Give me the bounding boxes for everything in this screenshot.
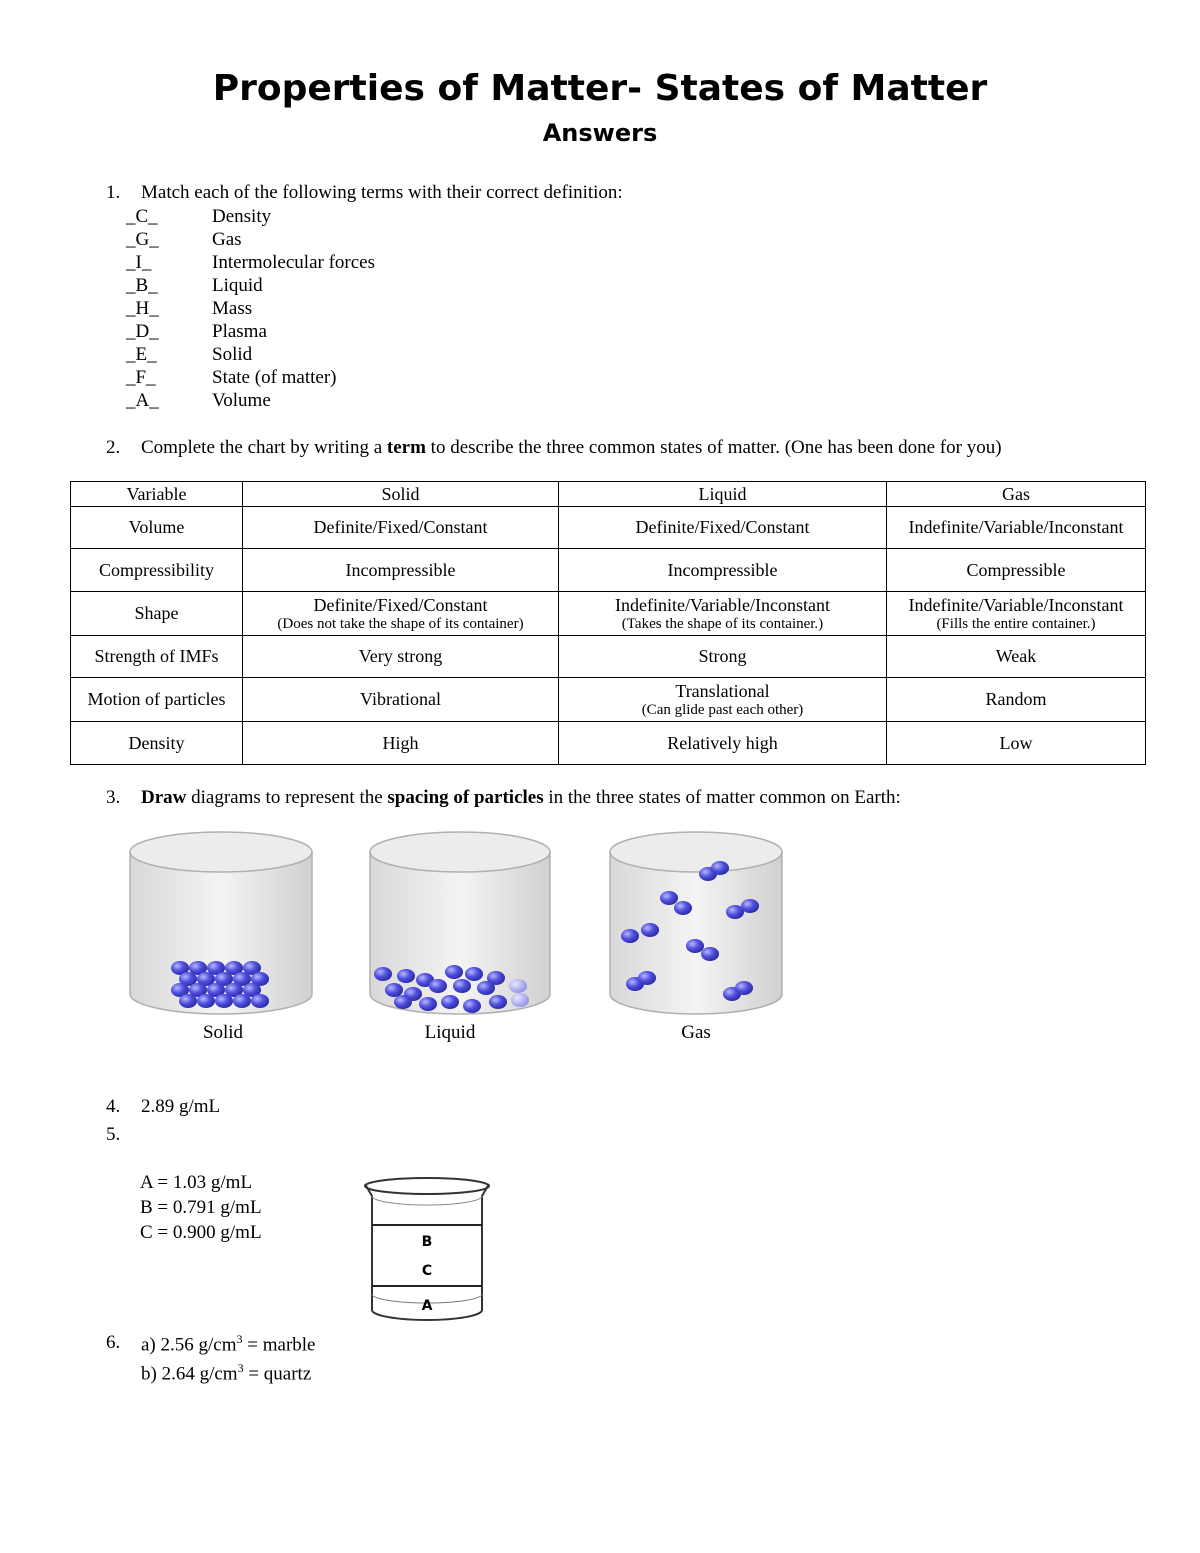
particle [641,923,659,937]
cell-solid-value: High [382,732,419,753]
cell-liquid-value: Incompressible [667,559,778,580]
q4-answer: 2.89 g/mL [141,1096,221,1117]
header-gas: Gas [887,482,1146,507]
q6-answer-b: b) 2.64 $g/cm^3$ = quartz [141,1361,312,1385]
match-term: Plasma [212,321,267,342]
cell-solid [243,507,559,549]
cell-gas [887,722,1146,765]
particle [397,969,415,983]
match-letter: _F_ [126,367,156,388]
header-variable: Variable [71,482,243,507]
cell-liquid-value: Relatively high [667,732,778,753]
caption-gas: Gas [681,1022,711,1043]
match-letter: _D_ [126,321,159,342]
particle [489,995,507,1009]
caption-liquid: Liquid [424,1022,476,1043]
cell-gas [887,636,1146,678]
match-letter: _H_ [126,298,159,319]
particle [660,891,678,905]
q6-answer-a: a) 2.56 $g/cm^3$ = marble [141,1332,316,1356]
match-term: Mass [212,298,253,319]
table-row [71,549,1146,592]
cell-variable: Strength of IMFs [71,636,243,678]
q6-number: 6. [106,1332,121,1353]
match-letter: _C_ [126,206,158,227]
particle [638,971,656,985]
density-b: B = 0.791 g/mL [140,1197,262,1218]
page-subtitle: Answers [542,119,658,147]
q4-number: 4. [106,1096,121,1117]
cell-solid [243,592,559,636]
cell-gas-value: Weak [995,646,1037,666]
cell-variable: Shape [71,592,243,636]
cell-liquid [559,678,887,722]
table-header-row [71,482,1146,507]
match-term: State (of matter) [212,367,337,388]
header-solid: Solid [243,482,559,507]
particle [621,929,639,943]
cell-variable: Motion of particles [71,678,243,722]
cell-liquid-value: Indefinite/Variable/Inconstant [615,594,830,615]
match-letter: _I_ [126,252,152,273]
cell-solid [243,636,559,678]
particle-diagrams [120,822,800,1022]
cell-liquid [559,549,887,592]
cell-gas-value: Indefinite/Variable/Inconstant [908,517,1124,537]
density-a: A = 1.03 g/mL [140,1172,253,1193]
particle [735,981,753,995]
particle [394,995,412,1009]
gas-container [610,832,782,1014]
cell-solid-value: Very strong [358,646,443,666]
cell-liquid [559,507,887,549]
particle [251,994,269,1008]
caption-solid: Solid [202,1022,244,1043]
solid-container [130,832,312,1014]
q5-number: 5. [106,1124,121,1145]
layer-label-middle: C [421,1263,433,1279]
particle [463,999,481,1013]
cell-solid [243,678,559,722]
cell-liquid [559,592,887,636]
cell-variable: Volume [71,507,243,549]
table-row [71,722,1146,765]
cell-solid-note: (Does not take the shape of its container) [277,615,524,632]
particle [711,861,729,875]
cell-liquid-value: Definite/Fixed/Constant [635,517,810,537]
match-term: Solid [212,344,253,365]
cell-solid [243,549,559,592]
particle [686,939,704,953]
header-liquid: Liquid [559,482,887,507]
particle [215,994,233,1008]
q1-prompt: Match each of the following terms with their correct definition: [141,182,623,203]
table-row [71,678,1146,722]
particle [197,994,215,1008]
cell-solid [243,722,559,765]
particle [429,979,447,993]
cell-solid-value: Definite/Fixed/Constant [313,517,488,537]
cell-gas [887,549,1146,592]
cell-gas [887,507,1146,549]
match-term: Intermolecular forces [212,252,375,273]
match-term: Liquid [212,275,263,296]
particle [465,967,483,981]
particle [374,967,392,981]
particle [453,979,471,993]
particle [445,965,463,979]
cell-gas-value: Compressible [966,559,1066,580]
match-term: Gas [212,229,242,250]
particle [477,981,495,995]
cell-variable: Density [71,722,243,765]
match-letter: _A_ [126,390,159,411]
cell-liquid-value: Strong [698,646,747,666]
match-letter: _B_ [126,275,158,296]
q2-prompt: Complete the chart by writing a term to describe the three common states of matter. (One has been done for you) [141,437,1002,458]
particle [441,995,459,1009]
layer-label-top: B [421,1234,433,1250]
particle [179,994,197,1008]
particle [385,983,403,997]
cell-solid-value: Definite/Fixed/Constant [313,594,488,615]
cell-gas-value: Indefinite/Variable/Inconstant [908,594,1124,615]
cell-variable: Compressibility [71,549,243,592]
cell-liquid-value: Translational [675,680,770,701]
cell-gas-value: Random [985,689,1047,709]
table-row [71,507,1146,549]
particle [741,899,759,913]
table-row [71,592,1146,636]
match-letter: _G_ [126,229,159,250]
cell-gas-value: Low [999,732,1033,753]
liquid-container [370,832,550,1014]
match-term: Density [212,206,272,227]
cell-gas [887,592,1146,636]
density-c: C = 0.900 g/mL [140,1222,262,1243]
beaker-diagram [360,1172,494,1324]
particle [674,901,692,915]
cell-solid-value: Vibrational [360,689,441,709]
table-row [71,636,1146,678]
states-table [70,481,1146,765]
cell-liquid [559,636,887,678]
layer-label-bottom: A [421,1298,433,1314]
cell-gas-note: (Fills the entire container.) [936,615,1096,632]
match-letter: _E_ [126,344,157,365]
q3-number: 3. [106,787,121,808]
q2-number: 2. [106,437,121,458]
particle [701,947,719,961]
q3-prompt: Draw diagrams to represent the spacing of particles in the three states of matter common on Earth: [141,787,901,808]
q1-number: 1. [106,182,121,203]
particle [509,979,527,993]
cell-gas [887,678,1146,722]
particle [233,994,251,1008]
cell-solid-value: Incompressible [345,559,456,580]
particle [419,997,437,1011]
cell-liquid [559,722,887,765]
page-title: Properties of Matter- States of Matter [212,68,988,109]
cell-liquid-note: (Can glide past each other) [641,701,804,718]
solid-particles [171,961,269,1008]
particle [511,993,529,1007]
match-term: Volume [212,390,271,411]
cell-liquid-note: (Takes the shape of its container.) [621,615,824,632]
